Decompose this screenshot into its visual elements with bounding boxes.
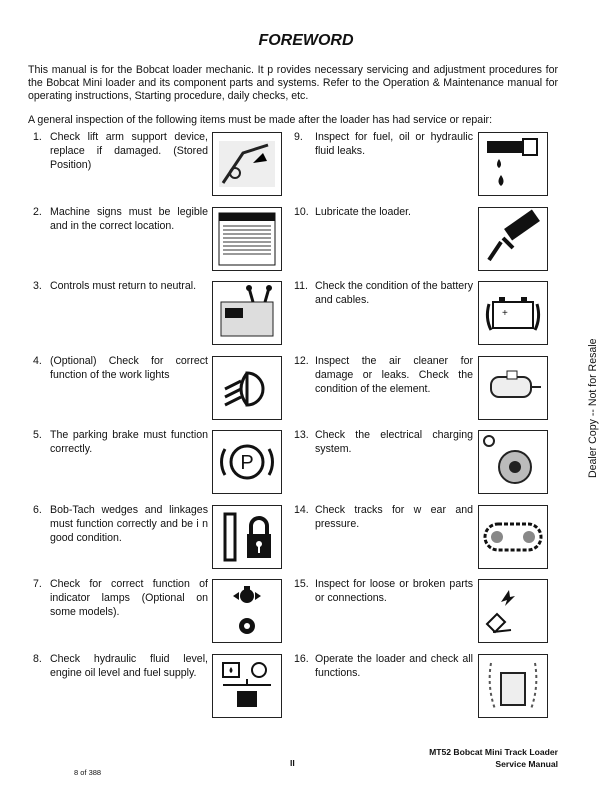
item-number: 16.: [294, 652, 309, 665]
item-text: Operate the loader and check all functions.: [315, 652, 473, 679]
item-text: (Optional) Check for correct function of the work lights: [50, 354, 208, 381]
parking-brake-icon: [212, 430, 282, 494]
inspection-item: [33, 205, 282, 275]
item-number: 5.: [33, 429, 42, 441]
inspection-item: [294, 130, 548, 200]
item-text: Inspect for loose or broken parts or connections.: [315, 578, 473, 604]
inspection-item: [294, 354, 548, 424]
manual-title-line2: Service Manual: [495, 759, 558, 769]
inspection-item: [33, 652, 282, 722]
air-cleaner-icon: [478, 356, 548, 420]
warning-sign-icon: [212, 207, 282, 271]
item-text: Lubricate the loader.: [315, 205, 412, 218]
inspection-item: [294, 503, 548, 573]
inspection-item: [33, 354, 282, 424]
dealer-copy-label: Dealer Copy -- Not for Resale: [587, 338, 599, 478]
item-number: 4.: [33, 354, 42, 367]
item-number: 6.: [33, 503, 42, 516]
bobtach-lock-icon: [212, 505, 282, 569]
alternator-icon: [478, 430, 548, 494]
inspection-item: [294, 279, 548, 349]
broken-parts-icon: [478, 579, 548, 643]
item-number: 11.: [294, 280, 308, 292]
item-text: Inspect for fuel, oil or hydraulic fluid leaks.: [315, 131, 473, 157]
inspection-item: [33, 503, 282, 573]
item-text: Bob-Tach wedges and linkages must function correctly and be i n good condition.: [50, 503, 208, 544]
inspection-item: [33, 279, 282, 349]
track-icon: [478, 505, 548, 569]
item-text: Machine signs must be legible and in the correct location.: [50, 205, 208, 232]
item-number: 8.: [33, 652, 42, 665]
inspection-item: [33, 577, 282, 647]
page-count: 8 of 388: [74, 768, 102, 777]
item-text: Check tracks for w ear and pressure.: [315, 503, 473, 530]
item-number: 9.: [294, 131, 303, 143]
page-title: FOREWORD: [258, 32, 354, 49]
controls-icon: [212, 281, 282, 345]
svg-text:+: +: [502, 308, 508, 319]
inspection-lead: A general inspection of the following items must be made after the loader has had service or repair:: [28, 114, 493, 126]
fluid-leak-icon: [478, 132, 548, 196]
grease-gun-icon: [478, 207, 548, 271]
inspection-item: [33, 130, 282, 200]
operate-loader-icon: [478, 654, 548, 718]
inspection-item: [294, 428, 548, 498]
item-number: 15.: [294, 578, 309, 590]
page-number: II: [290, 758, 295, 768]
item-number: 13.: [294, 429, 309, 441]
lift-arm-support-icon: [212, 132, 282, 196]
manual-title: [429, 746, 558, 770]
item-text: Inspect the air cleaner for damage or leaks. Check the condition of the element.: [315, 354, 473, 395]
battery-icon: [478, 281, 548, 345]
item-number: 1.: [33, 131, 42, 143]
item-number: 3.: [33, 280, 42, 292]
inspection-item: [33, 428, 282, 498]
inspection-item: [294, 205, 548, 275]
item-text: Controls must return to neutral.: [50, 280, 197, 292]
work-light-icon: [212, 356, 282, 420]
item-text: Check the electrical charging system.: [315, 429, 473, 455]
item-text: The parking brake must function correctly.: [50, 429, 208, 455]
item-text: Check the condition of the battery and cables.: [315, 280, 473, 306]
inspection-item: [294, 577, 548, 647]
inspection-item: [294, 652, 548, 722]
item-number: 2.: [33, 205, 42, 218]
item-number: 12.: [294, 354, 309, 367]
intro-paragraph: This manual is for the Bobcat loader mechanic. It p rovides necessary servicing and adjustment procedures for the Bobcat Mini loader and its component parts and systems. Refer to the Operation & Maintenance manual for operating instructions, Starting procedure, daily checks, etc.: [28, 64, 558, 102]
item-number: 10.: [294, 205, 309, 218]
manual-title-line1: MT52 Bobcat Mini Track Loader: [429, 747, 558, 757]
item-text: Check hydraulic fluid level, engine oil level and fuel supply.: [50, 652, 208, 679]
indicator-lamps-icon: [212, 579, 282, 643]
item-text: Check lift arm support device, replace if damaged. (Stored Position): [50, 131, 208, 171]
fluid-levels-icon: [212, 654, 282, 718]
item-number: 7.: [33, 578, 42, 590]
svg-text:P: P: [240, 452, 254, 474]
item-text: Check for correct function of indicator lamps (Optional on some models).: [50, 578, 208, 618]
item-number: 14.: [294, 503, 309, 516]
